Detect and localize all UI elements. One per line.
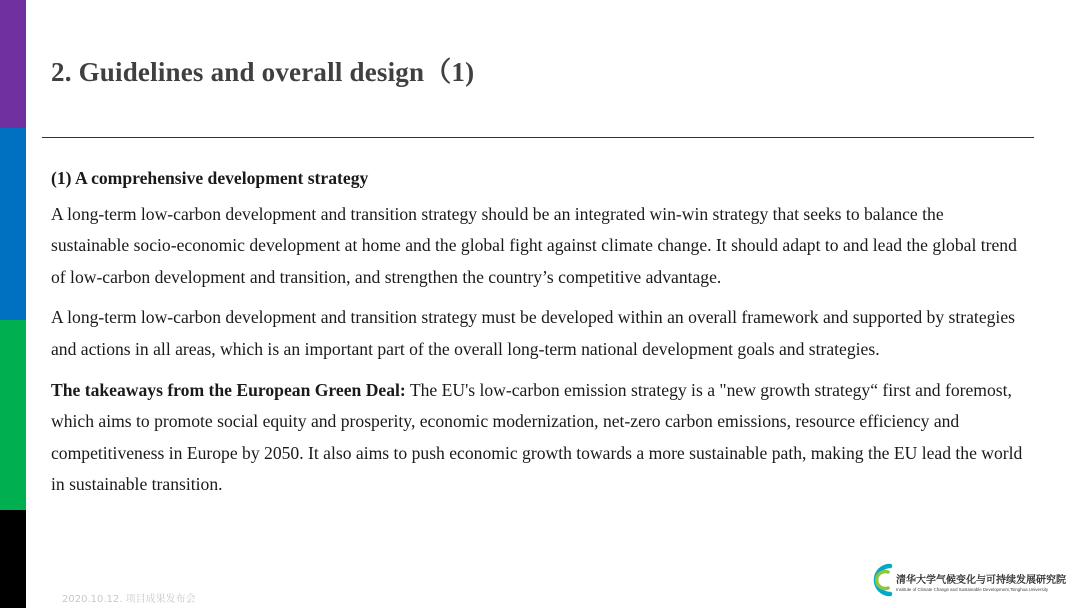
institute-logo-icon: [866, 560, 896, 600]
paragraph-strategy: A long-term low-carbon development and transition strategy should be an integrated win-win strategy that seeks to balance the sustainable socio-economic development at home and the global fight against climate change. It should adapt to and lead the global trend of low-carbon development and transition, and strengthen the country’s competitive advantage.: [51, 203, 1017, 287]
paragraph-framework: A long-term low-carbon development and transition strategy must be developed within an overall framework and supported by strategies and actions in all areas, which is an important part of the overall long-term national development goals and strategies.: [51, 307, 1015, 359]
green-deal-lead: The takeaways from the European Green Deal:: [51, 379, 406, 400]
side-bar-black: [0, 510, 26, 608]
side-bar-purple: [0, 0, 26, 128]
paragraph-green-deal: [51, 375, 1026, 501]
slide-body: [51, 163, 1026, 510]
institute-logo: [866, 560, 1076, 600]
side-bar-green: [0, 320, 26, 510]
slide-title: 2. Guidelines and overall design（1): [51, 57, 475, 87]
title-divider: [42, 137, 1034, 138]
footer-date: 2020.10.12. 项目成果发布会: [62, 594, 196, 605]
logo-english-name: Institute of Climate Change and Sustainable Development,Tsinghua University: [896, 587, 1049, 592]
logo-chinese-name: 清华大学气候变化与可持续发展研究院: [896, 575, 1066, 586]
section-subheading: (1) A comprehensive development strategy: [51, 168, 369, 188]
green-deal-body: The EU's low-carbon emission strategy is a "new growth strategy“ first and foremost, which aims to promote social equity and prosperity, economic modernization, net-zero carbon emissions, resource efficiency and competitiveness in Europe by 2050. It also aims to push economic growth towards a more sustainable path, making the EU lead the world in sustainable transition.: [51, 379, 1023, 495]
side-bar-blue: [0, 128, 26, 320]
